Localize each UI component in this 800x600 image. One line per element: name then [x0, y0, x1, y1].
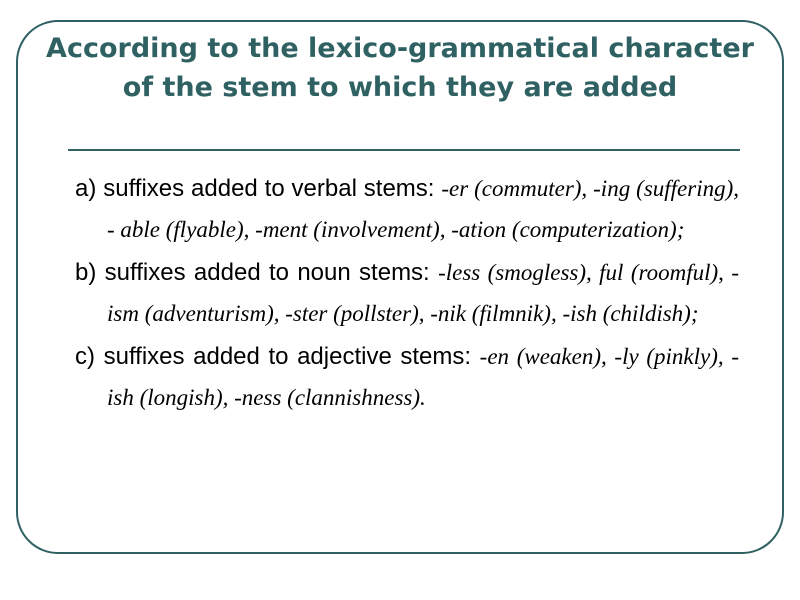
list-item-adjective-stems [75, 338, 739, 420]
list-item-noun-stems [75, 254, 739, 336]
item-lead-text: b) suffixes added to noun stems: [75, 259, 439, 286]
list-item-verbal-stems [75, 170, 739, 252]
item-lead-text: a) suffixes added to verbal stems: [75, 175, 442, 202]
item-lead-text: c) suffixes added to adjective stems: [75, 343, 480, 370]
slide-body [75, 170, 739, 422]
title-divider [68, 149, 740, 151]
slide-title: According to the lexico-grammatical character of the stem to which they are added [46, 33, 754, 103]
item-examples-text: -en (weaken), -ly (pinkly), -ish (longish), -ness (clannishness). [107, 344, 739, 410]
item-examples-text: -er (commuter), -ing (suffering), - able (flyable), -ment (involvement), -ation (computerization); [107, 176, 740, 242]
item-examples-text: -less (smogless), ful (roomful), -ism (adventurism), -ster (pollster), -nik (filmnik), -ish (childish); [107, 260, 739, 326]
